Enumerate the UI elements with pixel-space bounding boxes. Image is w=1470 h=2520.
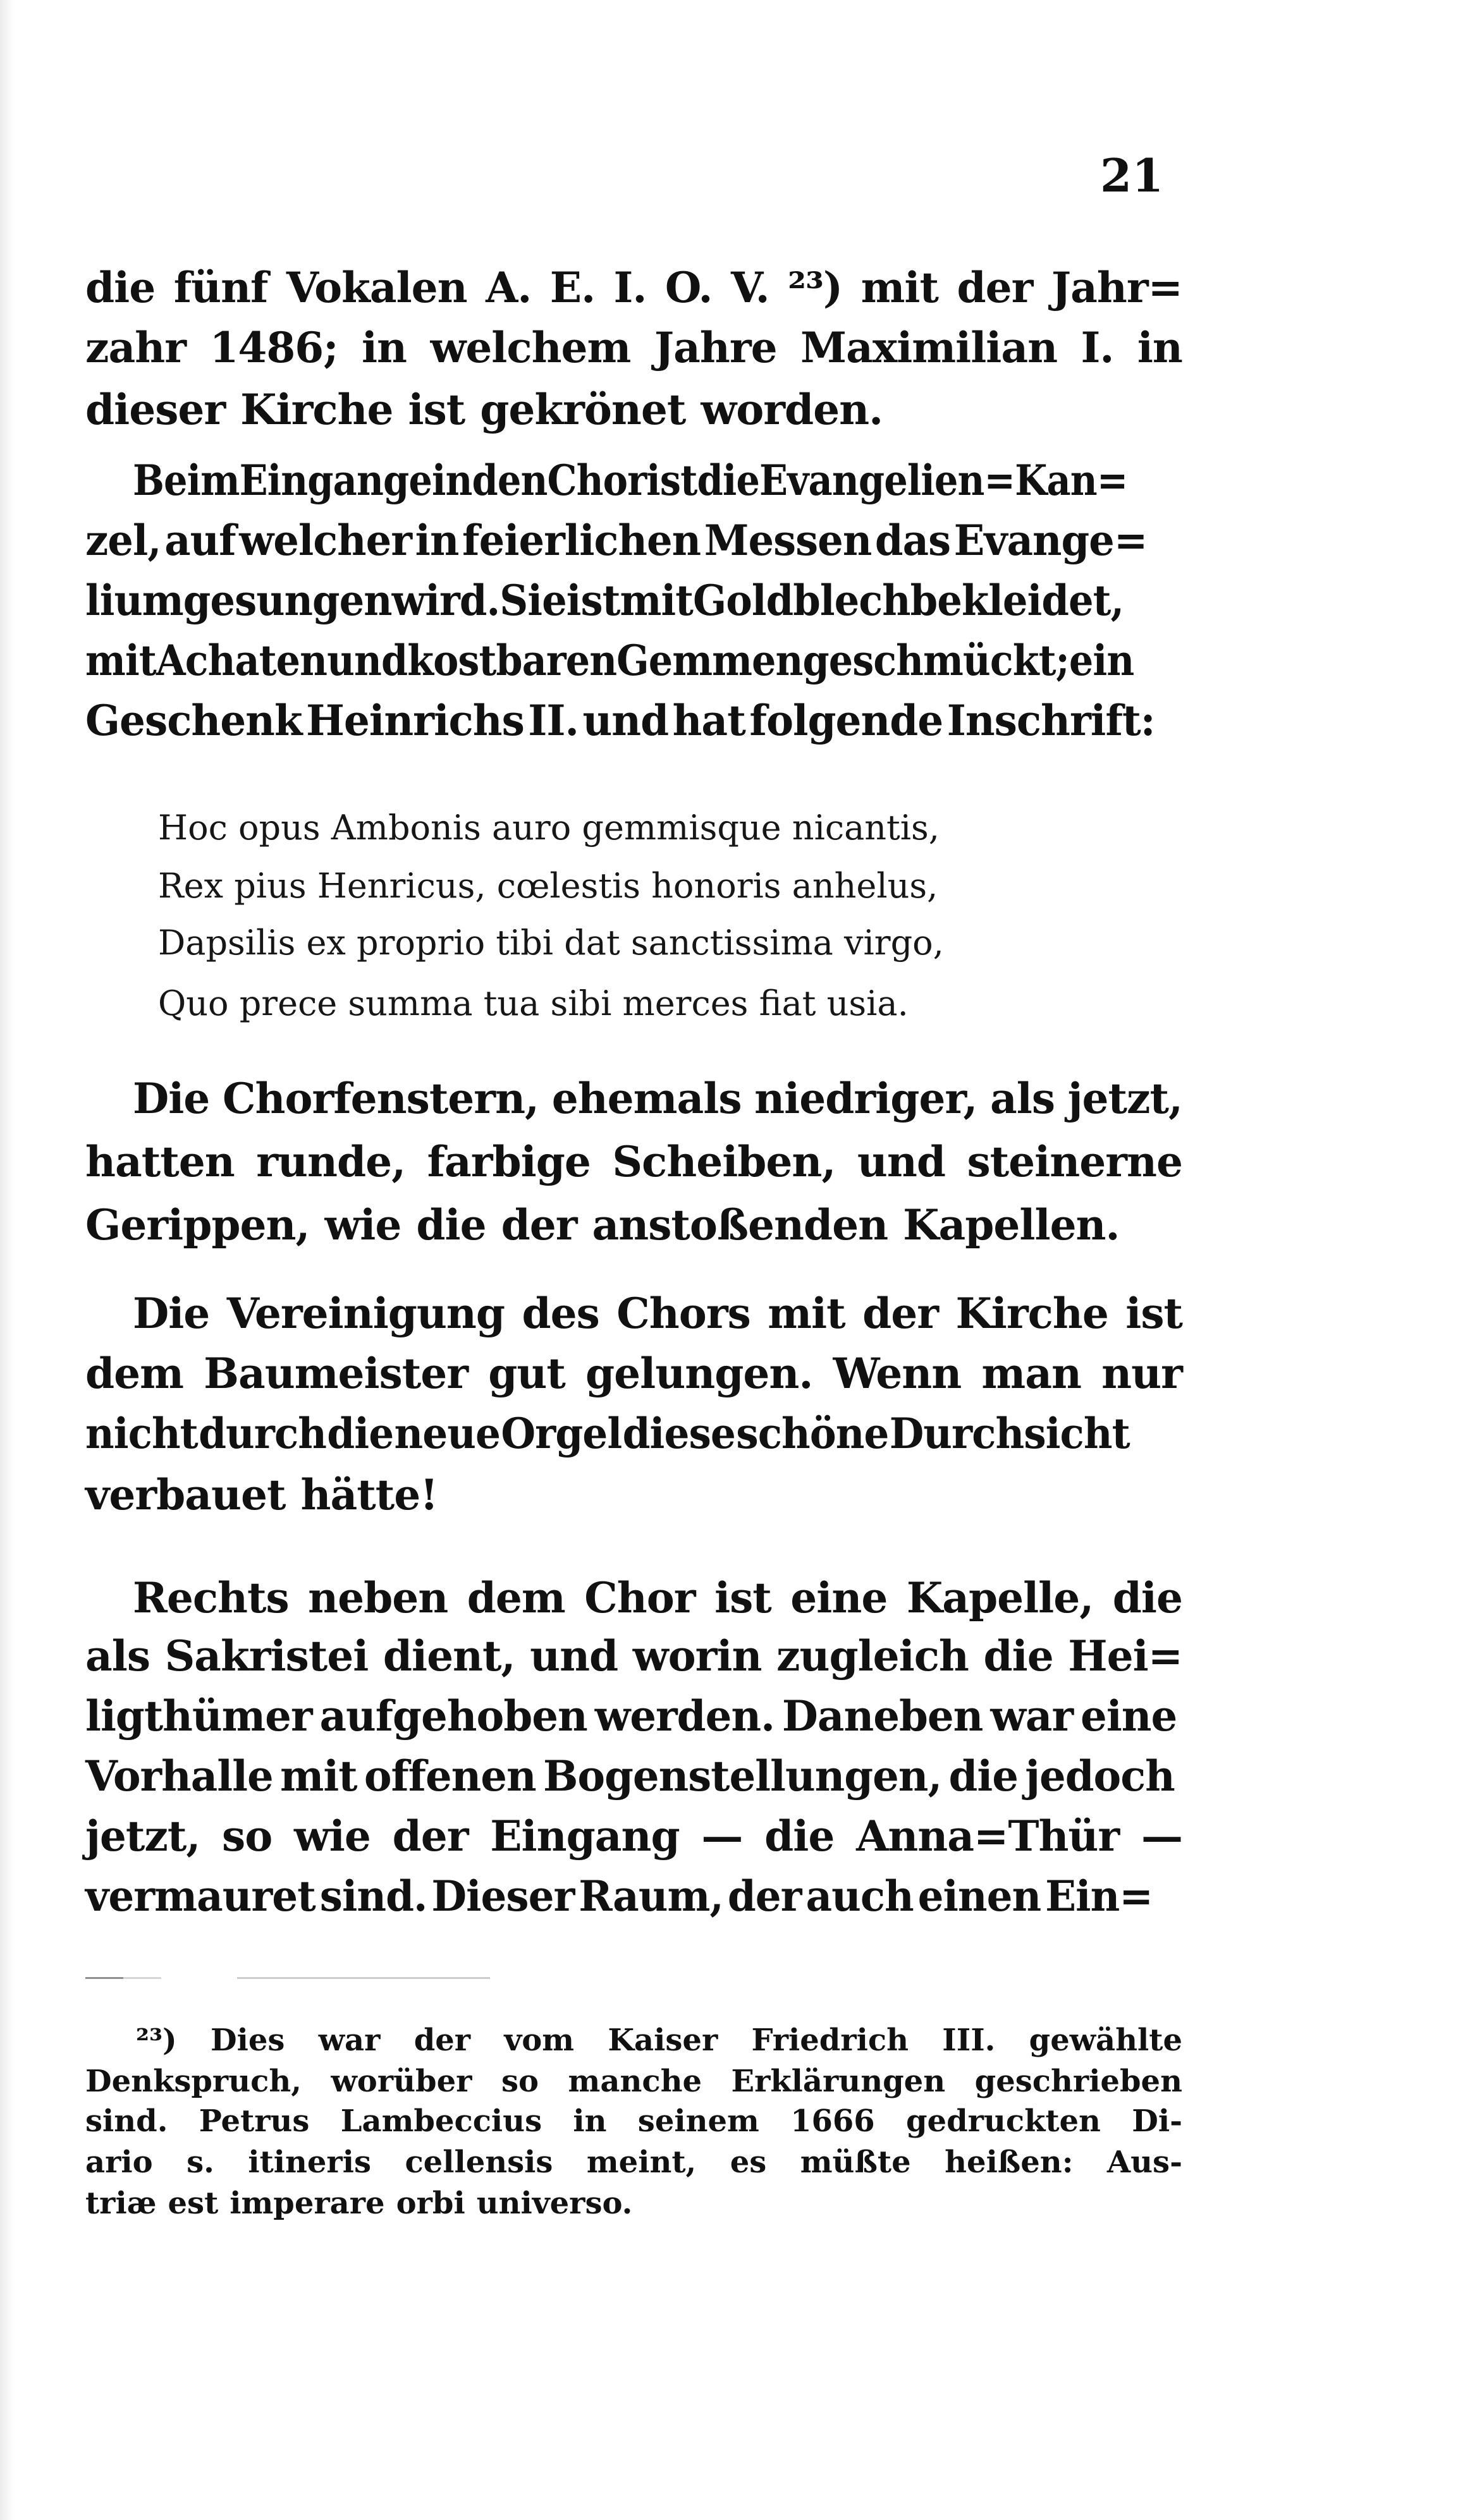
word: — xyxy=(1141,1811,1182,1861)
word: den xyxy=(472,456,548,505)
word: Vokalen xyxy=(286,263,467,312)
word: II. xyxy=(528,696,579,745)
body-line xyxy=(85,692,1155,749)
word: Bogenstellungen, xyxy=(542,1751,942,1801)
word: wie xyxy=(293,1811,371,1861)
word: die xyxy=(764,1811,835,1861)
word: Jahr= xyxy=(1051,263,1182,312)
body-line xyxy=(85,572,1124,629)
word: Lambeccius xyxy=(340,2103,542,2139)
word: Goldblech xyxy=(693,576,910,625)
word: Achaten xyxy=(156,636,328,685)
word: Sakristei xyxy=(164,1631,369,1681)
page-edge-shadow xyxy=(0,0,14,2520)
body-line xyxy=(85,1748,1175,1805)
inscription-line: Dapsilis ex proprio tibi dat sanctissima virgo, xyxy=(158,923,944,963)
word: Geschenk xyxy=(85,696,302,745)
word: auf xyxy=(164,516,236,565)
word: mit xyxy=(85,636,156,685)
word: Aus- xyxy=(1106,2145,1182,2180)
word: mit xyxy=(768,1289,845,1338)
word: Gerippen, xyxy=(85,1200,310,1250)
word: jetzt, xyxy=(1067,1074,1182,1123)
body-line xyxy=(133,1569,1182,1626)
word: wird. xyxy=(391,576,500,625)
word: lium xyxy=(85,576,183,625)
body-line xyxy=(133,1070,1182,1127)
word: Wenn xyxy=(833,1349,962,1398)
word: ist xyxy=(1125,1289,1182,1338)
word: Eingange xyxy=(239,456,432,505)
word: Hei= xyxy=(1068,1631,1182,1681)
word: gekrönet xyxy=(480,385,686,434)
word: Gemmen xyxy=(616,636,803,685)
word: gelungen. xyxy=(585,1349,813,1398)
word: gut xyxy=(488,1349,565,1398)
word: Petrus xyxy=(199,2103,310,2139)
word: geschrieben xyxy=(974,2064,1182,2099)
word: hatten xyxy=(85,1137,235,1186)
body-line xyxy=(85,1405,1130,1462)
word: Vereinigung xyxy=(226,1289,505,1338)
word: Jahre xyxy=(654,323,777,372)
word: Dies xyxy=(211,2023,285,2058)
word: und xyxy=(327,636,408,685)
body-line xyxy=(85,512,1147,569)
body-line xyxy=(133,452,1128,509)
word: war xyxy=(318,2023,381,2058)
word: nur xyxy=(1101,1349,1182,1398)
word: Scheiben, xyxy=(612,1137,836,1186)
word: ist xyxy=(646,456,697,505)
word: universo. xyxy=(476,2186,633,2221)
word: Beim xyxy=(133,456,240,505)
footnote-line xyxy=(85,2143,1182,2182)
body-line xyxy=(85,1808,1182,1865)
word: est xyxy=(168,2186,219,2221)
word: Die xyxy=(133,1074,210,1123)
body-line xyxy=(85,319,1182,376)
word: seinem xyxy=(637,2103,759,2139)
body-line xyxy=(85,1133,1182,1190)
word: fünf xyxy=(173,263,268,312)
body-line xyxy=(85,1196,1182,1253)
word: mit xyxy=(861,263,938,312)
inscription-line: Rex pius Henricus, cœlestis honoris anhelus, xyxy=(158,866,938,906)
word: ²³) xyxy=(136,2023,177,2058)
word: aufgehoben xyxy=(319,1691,587,1741)
word: kostbaren xyxy=(407,636,617,685)
word: so xyxy=(501,2064,539,2099)
inscription-line: Hoc opus Ambonis auro gemmisque nicantis, xyxy=(158,808,940,848)
body-line xyxy=(85,1345,1182,1402)
word: verbauet xyxy=(85,1470,286,1519)
word: Ein= xyxy=(1045,1872,1153,1921)
body-line xyxy=(85,1628,1182,1684)
word: vom xyxy=(504,2023,575,2058)
word: Raum, xyxy=(579,1872,723,1921)
word: neben xyxy=(308,1573,448,1622)
word: ehemals xyxy=(551,1074,742,1123)
word: in xyxy=(432,456,472,505)
word: itineris xyxy=(248,2145,371,2180)
word: die xyxy=(697,456,760,505)
word: in xyxy=(573,2103,607,2139)
word: bekleidet, xyxy=(910,576,1124,625)
word: Durchsicht xyxy=(889,1409,1130,1458)
word: mit xyxy=(280,1751,357,1801)
word: so xyxy=(222,1811,273,1861)
word: worden. xyxy=(701,385,883,434)
body-line xyxy=(133,1285,1182,1342)
word: folgende xyxy=(749,696,943,745)
word: nicht xyxy=(85,1409,198,1458)
word: Kapelle, xyxy=(906,1573,1094,1622)
word: diese xyxy=(622,1409,735,1458)
inscription-line: Quo prece summa tua sibi merces fiat usia. xyxy=(158,983,909,1023)
footnote-rule xyxy=(85,1977,490,1979)
word: hätte! xyxy=(300,1470,438,1519)
word: ario xyxy=(85,2145,153,2180)
body-line xyxy=(85,632,1134,689)
word: cellensis xyxy=(405,2145,553,2180)
word: Heinrichs xyxy=(306,696,524,745)
body-line xyxy=(85,1868,1153,1925)
word: gewählte xyxy=(1029,2023,1182,2058)
word: in xyxy=(415,516,459,565)
word: meint, xyxy=(586,2145,697,2180)
footnote-line xyxy=(85,2184,1182,2223)
word: ist xyxy=(408,385,465,434)
word: geschmückt; xyxy=(802,636,1069,685)
word: s. xyxy=(187,2145,214,2180)
word: Maximilian xyxy=(800,323,1058,372)
word: einen xyxy=(917,1872,1041,1921)
word: V. xyxy=(730,263,769,312)
word: Rechts xyxy=(133,1573,289,1622)
word: auch xyxy=(805,1872,914,1921)
word: offenen xyxy=(364,1751,536,1801)
word: eine xyxy=(790,1573,888,1622)
word: die xyxy=(85,263,156,312)
word: das xyxy=(874,516,951,565)
body-line xyxy=(85,1688,1177,1744)
word: farbige xyxy=(427,1137,591,1186)
word: E. xyxy=(549,263,596,312)
word: — xyxy=(701,1811,743,1861)
word: war xyxy=(990,1691,1074,1741)
word: Chors xyxy=(616,1289,750,1338)
word: worin xyxy=(632,1631,762,1681)
word: schöne xyxy=(736,1409,889,1458)
word: der xyxy=(413,2023,471,2058)
word: Anna=Thür xyxy=(856,1811,1120,1861)
page-number: 21 xyxy=(1100,149,1164,202)
word: worüber xyxy=(331,2064,472,2099)
word: dem xyxy=(85,1349,183,1398)
word: Chor xyxy=(547,456,647,505)
word: 1666 xyxy=(790,2103,875,2139)
word: Eingang xyxy=(490,1811,680,1861)
word: ein xyxy=(1069,636,1134,685)
word: neue xyxy=(394,1409,501,1458)
word: sind. xyxy=(319,1872,427,1921)
word: zel, xyxy=(85,516,161,565)
word: die xyxy=(416,1200,486,1250)
word: man xyxy=(981,1349,1081,1398)
body-line xyxy=(85,259,1182,316)
word: triæ xyxy=(85,2186,157,2221)
word: und xyxy=(857,1137,946,1186)
word: der xyxy=(501,1200,577,1250)
word: welcher xyxy=(239,516,412,565)
word: anstoßenden xyxy=(592,1200,888,1250)
word: hat xyxy=(672,696,745,745)
word: Messen xyxy=(704,516,872,565)
word: gedruckten xyxy=(905,2103,1101,2139)
word: dient, xyxy=(383,1631,515,1681)
word: werden. xyxy=(594,1691,775,1741)
word: die xyxy=(327,1409,394,1458)
word: eine xyxy=(1081,1691,1177,1741)
word: Di- xyxy=(1132,2103,1182,2139)
word: Inschrift: xyxy=(946,696,1155,745)
word: Die xyxy=(133,1289,210,1338)
word: Orgel xyxy=(501,1409,622,1458)
word: Sie xyxy=(499,576,567,625)
word: steinerne xyxy=(967,1137,1182,1186)
word: manche xyxy=(568,2064,702,2099)
word: Baumeister xyxy=(204,1349,469,1398)
word: heißen: xyxy=(945,2145,1074,2180)
word: Kaiser xyxy=(608,2023,718,2058)
word: der xyxy=(392,1811,469,1861)
word: vermauret xyxy=(85,1872,315,1921)
word: zugleich xyxy=(776,1631,969,1681)
word: in xyxy=(1137,323,1182,372)
word: gesungen xyxy=(183,576,392,625)
word: A. xyxy=(486,263,532,312)
word: III. xyxy=(942,2023,996,2058)
word: zahr xyxy=(85,323,187,372)
word: und xyxy=(582,696,669,745)
word: Denkspruch, xyxy=(85,2064,302,2099)
word: Kirche xyxy=(240,385,393,434)
word: es xyxy=(730,2145,767,2180)
footnote-line xyxy=(85,2062,1182,2101)
body-line xyxy=(85,1466,1182,1523)
word: die xyxy=(948,1751,1019,1801)
word: der xyxy=(862,1289,938,1338)
word: Vorhalle xyxy=(85,1751,273,1801)
word: Dieser xyxy=(431,1872,575,1921)
word: Erklärungen xyxy=(731,2064,946,2099)
word: müßte xyxy=(800,2145,911,2180)
word: Chorfenstern, xyxy=(222,1074,539,1123)
word: durch xyxy=(199,1409,326,1458)
word: runde, xyxy=(256,1137,406,1186)
word: der xyxy=(957,263,1033,312)
word: ist xyxy=(566,576,620,625)
word: ist xyxy=(714,1573,771,1622)
word: O. xyxy=(665,263,713,312)
word: 1486; xyxy=(209,323,338,372)
word: in xyxy=(361,323,407,372)
word: sind. xyxy=(85,2103,168,2139)
word: I. xyxy=(1081,323,1114,372)
word: als xyxy=(85,1631,150,1681)
word: und xyxy=(530,1631,618,1681)
word: mit xyxy=(620,576,694,625)
word: des xyxy=(522,1289,599,1338)
word: Evangelien=Kan= xyxy=(759,456,1128,505)
word: feierlichen xyxy=(462,516,701,565)
word: welchem xyxy=(430,323,631,372)
word: Chor xyxy=(584,1573,695,1622)
word: niedriger, xyxy=(754,1074,977,1123)
word: dieser xyxy=(85,385,226,434)
word: die xyxy=(983,1631,1053,1681)
word: als xyxy=(989,1074,1055,1123)
word: Kapellen. xyxy=(903,1200,1120,1250)
word: wie xyxy=(324,1200,401,1250)
word: imperare xyxy=(230,2186,385,2221)
word: Evange= xyxy=(953,516,1148,565)
word: ²³) xyxy=(788,263,843,312)
word: jetzt, xyxy=(85,1811,200,1861)
word: der xyxy=(727,1872,802,1921)
word: die xyxy=(1112,1573,1182,1622)
word: Daneben xyxy=(781,1691,983,1741)
footnote-line xyxy=(136,2021,1182,2060)
word: orbi xyxy=(396,2186,465,2221)
word: dem xyxy=(467,1573,565,1622)
body-line xyxy=(85,381,1182,438)
footnote-line xyxy=(85,2102,1182,2141)
word: Kirche xyxy=(955,1289,1108,1338)
word: jedoch xyxy=(1025,1751,1175,1801)
word: Friedrich xyxy=(751,2023,909,2058)
word: I. xyxy=(613,263,647,312)
word: ligthümer xyxy=(85,1691,312,1741)
